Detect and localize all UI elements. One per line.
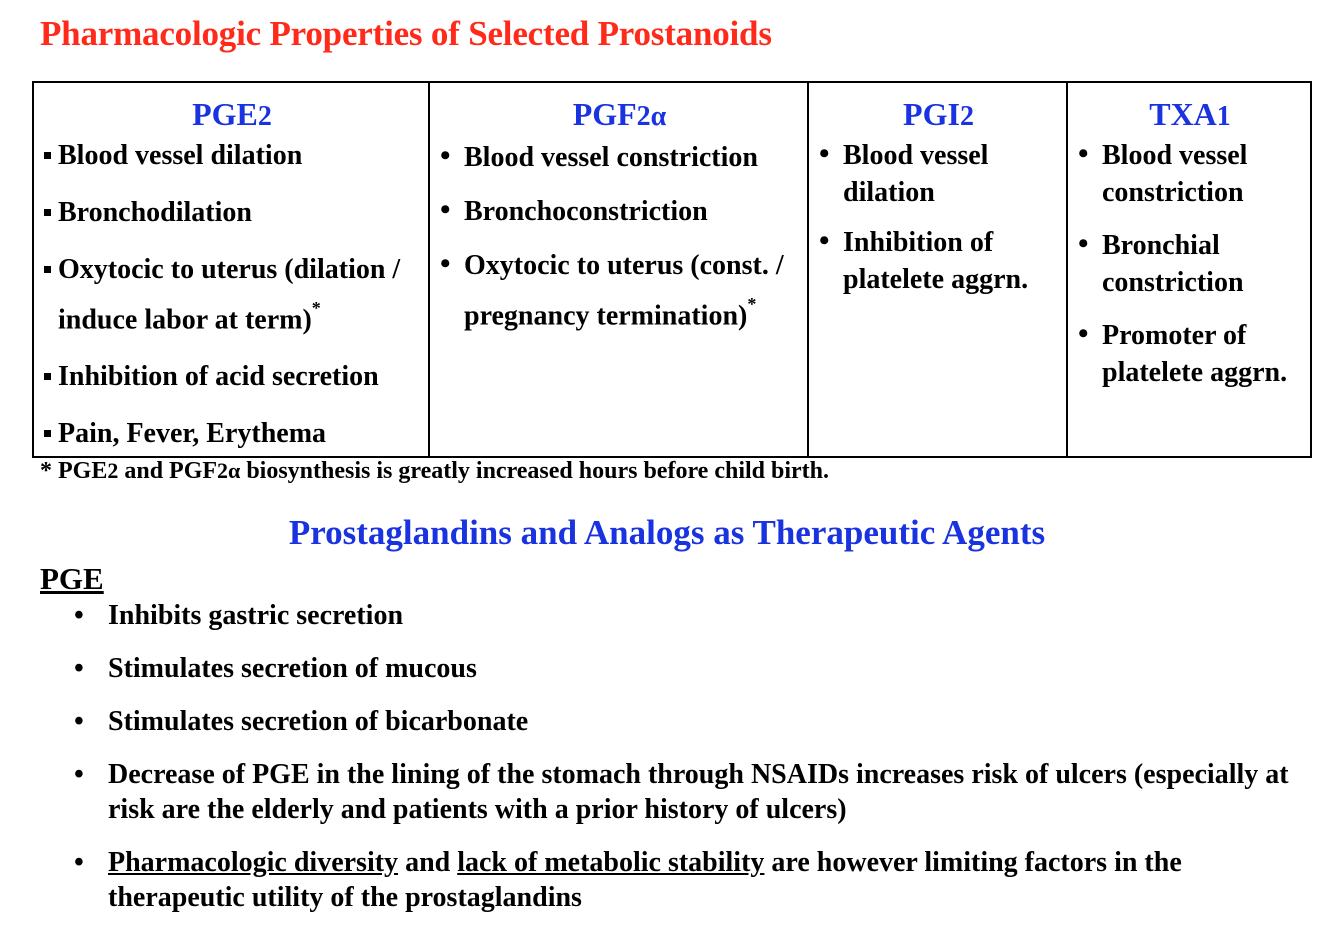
list-item: • Bronchoconstriction: [438, 191, 801, 233]
column-txa1: [1067, 82, 1311, 457]
section-subtitle: Prostaglandins and Analogs as Therapeutic Agents: [288, 513, 1046, 552]
underlined-term: lack of metabolic stability: [457, 847, 765, 878]
pge-heading: PGE: [40, 561, 104, 596]
txa1-list: [1076, 137, 1304, 391]
list-item: • Inhibits gastric secretion: [70, 598, 1320, 633]
list-item: • Bronchial constriction: [1076, 227, 1304, 301]
column-heading-pge2: PGE2: [192, 96, 272, 132]
underlined-term: Pharmacologic diversity: [108, 847, 399, 878]
pgf2a-list: [438, 137, 801, 337]
column-heading-txa1: TXA1: [1149, 96, 1231, 132]
list-item: Blood vessel dilation: [42, 135, 422, 177]
list-item: Bronchodilation: [42, 192, 422, 234]
list-item: • Stimulates secretion of bicarbonate: [70, 704, 1320, 739]
list-item: • Stimulates secretion of mucous: [70, 651, 1320, 686]
column-pgf2a: [429, 82, 808, 457]
footnote: * PGE2 and PGF2α biosynthesis is greatly increased hours before child birth.: [40, 458, 830, 484]
asterisk: *: [311, 298, 321, 318]
list-item: • Inhibition of platelete aggrn.: [817, 224, 1060, 298]
column-pgi2: [808, 82, 1067, 457]
list-item: • Blood vessel constriction: [438, 137, 801, 179]
pgi2-list: [817, 137, 1060, 298]
list-item: Oxytocic to uterus (dilation / induce labor at term)*: [42, 249, 422, 341]
page-title: Pharmacologic Properties of Selected Prostanoids: [40, 14, 772, 53]
column-pge2: [33, 82, 429, 457]
list-item: • Oxytocic to uterus (const. / pregnancy termination)*: [438, 245, 801, 337]
list-item: • Decrease of PGE in the lining of the stomach through NSAIDs increases risk of ulcers (especially at risk are the elderly and patients with a prior history of ulcers): [70, 757, 1320, 827]
asterisk: *: [747, 294, 757, 314]
pge2-list: [42, 135, 422, 455]
list-item: Pain, Fever, Erythema: [42, 413, 422, 455]
list-item: • Pharmacologic diversity and lack of metabolic stability are however limiting factors in the therapeutic utility of the prostaglandins: [70, 845, 1320, 915]
list-item: • Blood vessel constriction: [1076, 137, 1304, 211]
column-heading-pgf2a: PGF2α: [572, 96, 667, 132]
prostanoid-properties-table: [32, 81, 1312, 458]
column-heading-pgi2: PGI2: [903, 96, 974, 132]
therapeutic-agents-list: [70, 598, 1320, 933]
list-item: • Blood vessel dilation: [817, 137, 1060, 211]
list-item: • Promoter of platelete aggrn.: [1076, 317, 1304, 391]
list-item: Inhibition of acid secretion: [42, 356, 422, 398]
